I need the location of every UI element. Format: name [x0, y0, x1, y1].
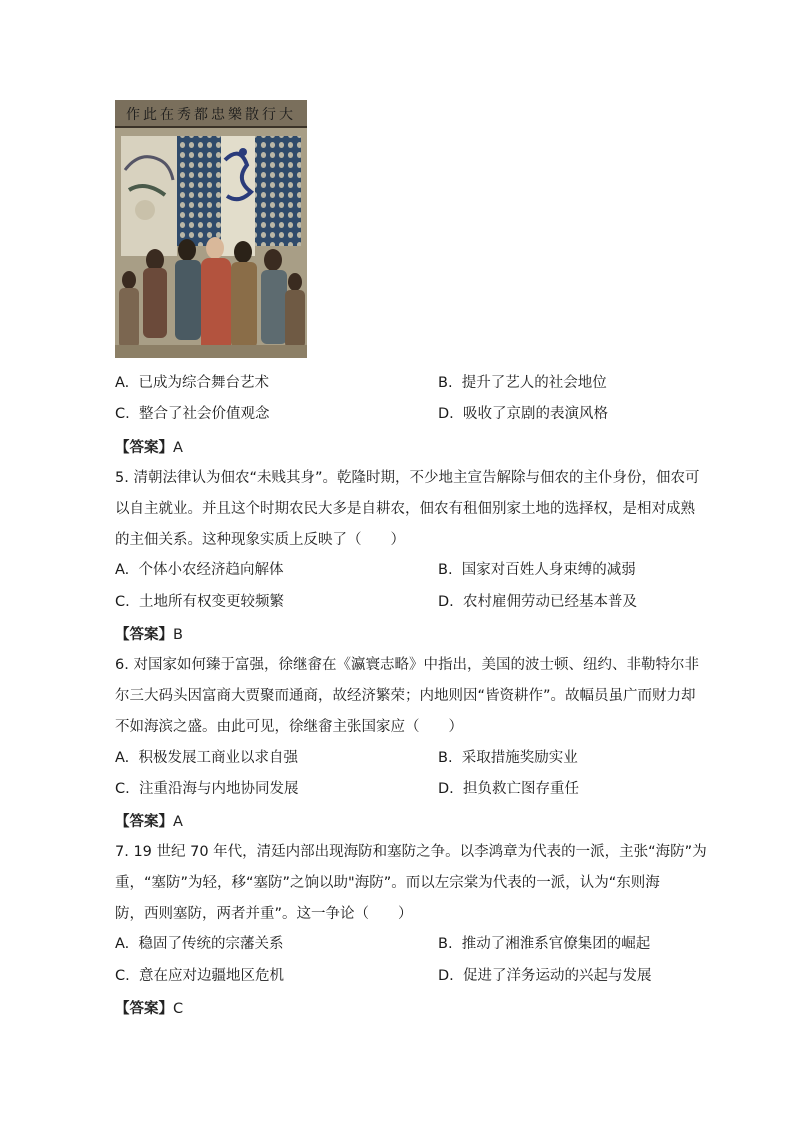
q4-option-a: A. 已成为综合舞台艺术 — [115, 375, 269, 391]
q5-line-2: 以自主就业。并且这个时期农民大多是自耕农，佃农有租佃别家土地的选择权，是相对成熟 — [115, 501, 695, 517]
q6-option-b: B. 采取措施奖励实业 — [438, 750, 578, 766]
q6-line-1: 6. 对国家如何臻于富强，徐继畲在《瀛寰志略》中指出，美国的波士顿、纽约、非勒特尔非 — [115, 657, 699, 673]
q7-line-1: 7. 19 世纪 70 年代，清廷内部出现海防和塞防之争。以李鸿章为代表的一派，主张“海防”为 — [115, 844, 707, 860]
q5-option-a: A. 个体小农经济趋向解体 — [115, 562, 284, 578]
q7-line-2: 重，“塞防”为轻，移“塞防”之饷以助"海防”。而以左宗棠为代表的一派，认为“东则海 — [115, 875, 660, 891]
q5-option-d: D. 农村雇佣劳动已经基本普及 — [438, 594, 637, 610]
q7-option-a: A. 稳固了传统的宗藩关系 — [115, 936, 284, 952]
q7-option-c: C. 意在应对边疆地区危机 — [115, 968, 284, 984]
q6-line-3: 不如海滨之盛。由此可见，徐继畲主张国家应（ ） — [115, 719, 463, 735]
q4-option-d: D. 吸收了京剧的表演风格 — [438, 406, 608, 422]
q5-option-b: B. 国家对百姓人身束缚的减弱 — [438, 562, 636, 578]
q5-option-c: C. 土地所有权变更较频繁 — [115, 594, 284, 610]
q6-option-a: A. 积极发展工商业以求自强 — [115, 750, 298, 766]
mural-photo — [115, 100, 307, 358]
mural-banner-text: 作此在秀都忠樂散行大 — [126, 107, 296, 123]
q7-answer: 【答案】C — [115, 1001, 184, 1017]
q6-option-c: C. 注重沿海与内地协同发展 — [115, 781, 299, 797]
q4-option-b: B. 提升了艺人的社会地位 — [438, 375, 607, 391]
q7-option-b: B. 推动了湘淮系官僚集团的崛起 — [438, 936, 651, 952]
q7-option-d: D. 促进了洋务运动的兴起与发展 — [438, 968, 652, 984]
q5-line-1: 5. 清朝法律认为佃农“未贱其身”。乾隆时期，不少地主宣告解除与佃农的主仆身份，佃农可 — [115, 470, 700, 486]
q6-answer: 【答案】A — [115, 814, 183, 830]
q4-answer: 【答案】A — [115, 440, 183, 456]
q5-line-3: 的主佃关系。这种现象实质上反映了（ ） — [115, 532, 405, 548]
q6-line-2: 尔三大码头因富商大贾聚而通商，故经济繁荣；内地则因“皆资耕作”。故幅员虽广而财力却 — [115, 688, 696, 704]
q6-option-d: D. 担负救亡图存重任 — [438, 781, 579, 797]
q5-answer: 【答案】B — [115, 627, 183, 643]
q7-line-3: 防，西则塞防，两者并重”。这一争论（ ） — [115, 906, 413, 922]
q4-option-c: C. 整合了社会价值观念 — [115, 406, 270, 422]
mural-illustration — [115, 100, 307, 358]
